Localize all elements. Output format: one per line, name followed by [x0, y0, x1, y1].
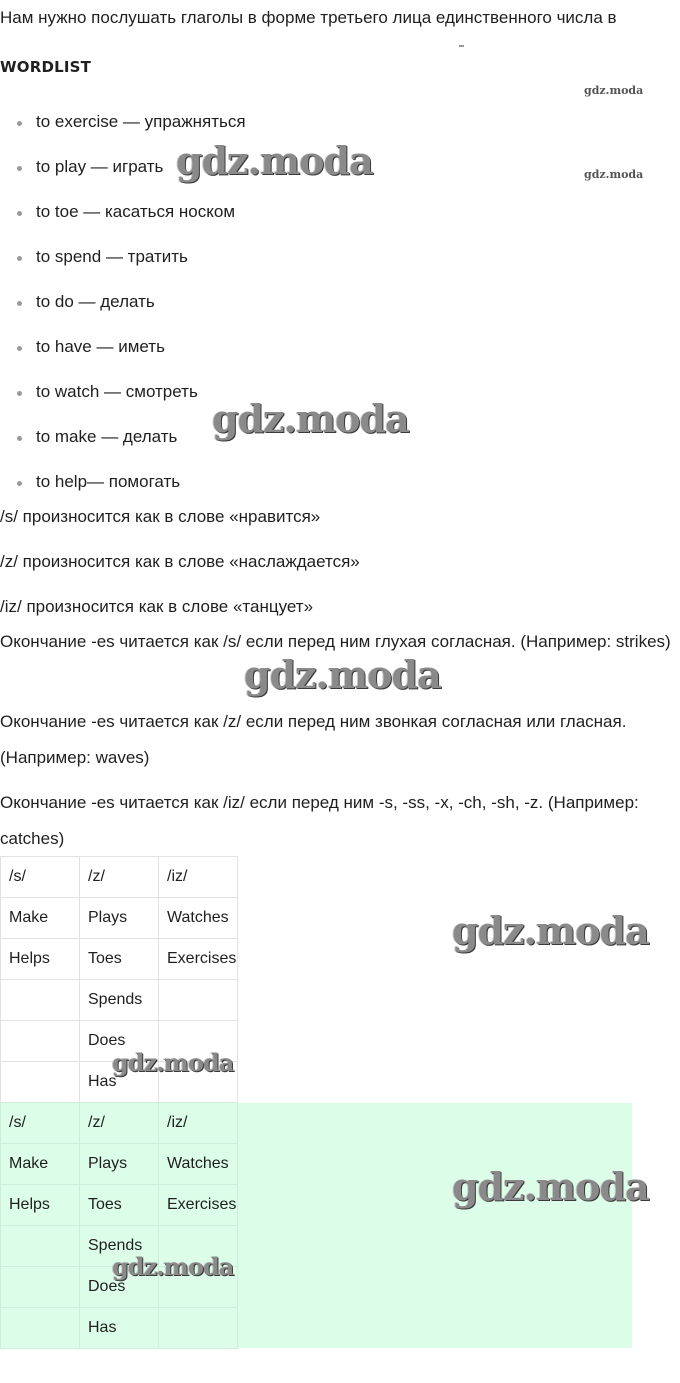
rule-paragraph: Окончание -es читается как /s/ если перед ним глухая согласная. (Например: strikes) — [0, 632, 671, 651]
pronunciation-note: /s/ произносится как в слове «нравится» — [0, 507, 321, 526]
wordlist-item: to make — делать — [36, 427, 178, 446]
wordlist-item: to toe — касаться носком — [36, 202, 236, 221]
table-cell: Has — [80, 1308, 159, 1349]
wordlist-item: to help— помогать — [36, 472, 181, 491]
table-cell — [1, 1226, 80, 1267]
table-row — [1, 1021, 238, 1062]
table-row — [1, 939, 238, 980]
table-cell — [159, 1021, 238, 1062]
watermark: gdz.moda — [244, 652, 441, 697]
wordlist-item: to exercise — упражняться — [36, 112, 246, 131]
table-cell: /s/ — [1, 857, 80, 898]
table-cell — [1, 1062, 80, 1103]
watermark-small: gdz.moda — [584, 168, 644, 181]
table-cell: Make — [1, 1144, 80, 1185]
endings-table — [0, 856, 238, 1103]
bullet-icon — [17, 346, 22, 351]
bullet-icon — [17, 391, 22, 396]
wordlist-item: to play — играть — [36, 157, 164, 176]
decorative-tick — [459, 45, 464, 47]
table-cell: /z/ — [80, 857, 159, 898]
endings-table-highlighted — [0, 1102, 238, 1349]
table-cell: Make — [1, 898, 80, 939]
watermark-small: gdz.moda — [584, 84, 644, 97]
watermark: gdz.moda — [212, 396, 409, 441]
table-cell — [159, 1062, 238, 1103]
wordlist-item: to have — иметь — [36, 337, 165, 356]
table-cell: /z/ — [80, 1103, 159, 1144]
watermark: gdz.moda — [112, 1252, 234, 1281]
rule-paragraph: Окончание -es читается как /z/ если перед ним звонкая согласная или гласная. (Например: waves) — [0, 712, 627, 767]
watermark: gdz.moda — [176, 138, 373, 183]
wordlist-item: to spend — тратить — [36, 247, 188, 266]
table-cell — [159, 1267, 238, 1308]
table-cell — [1, 1021, 80, 1062]
table-cell: Toes — [80, 1185, 159, 1226]
table-cell: Spends — [80, 980, 159, 1021]
table-row — [1, 1267, 238, 1308]
bullet-icon — [17, 121, 22, 126]
watermark: gdz.moda — [452, 908, 649, 953]
bullet-icon — [17, 481, 22, 486]
table-cell: Has — [80, 1062, 159, 1103]
table-cell: Watches — [159, 898, 238, 939]
pronunciation-note: /iz/ произносится как в слове «танцует» — [0, 597, 314, 616]
intro-text: Нам нужно послушать глаголы в форме третьего лица единственного числа в — [0, 8, 617, 27]
table-row — [1, 1144, 238, 1185]
pronunciation-note: /z/ произносится как в слове «наслаждается» — [0, 552, 360, 571]
wordlist-heading: WORDLIST — [0, 58, 92, 76]
rule-paragraph: Окончание -es читается как /iz/ если перед ним -s, -ss, -x, -ch, -sh, -z. (Например: catches) — [0, 793, 639, 848]
table-cell: Toes — [80, 939, 159, 980]
table-cell: /s/ — [1, 1103, 80, 1144]
table-cell: Plays — [80, 1144, 159, 1185]
table-row — [1, 1185, 238, 1226]
table-row — [1, 1308, 238, 1349]
table-row — [1, 1062, 238, 1103]
table-cell: Spends — [80, 1226, 159, 1267]
table-cell: Does — [80, 1021, 159, 1062]
table-cell — [159, 1226, 238, 1267]
table-cell: Does — [80, 1267, 159, 1308]
table-cell — [1, 980, 80, 1021]
table-row — [1, 980, 238, 1021]
table-cell — [159, 980, 238, 1021]
bullet-icon — [17, 166, 22, 171]
table-cell — [1, 1308, 80, 1349]
watermark: gdz.moda — [112, 1048, 234, 1077]
table-cell: /iz/ — [159, 1103, 238, 1144]
table-cell — [1, 1267, 80, 1308]
wordlist-item: to do — делать — [36, 292, 155, 311]
table-cell: Exercises — [159, 1185, 238, 1226]
table-row — [1, 898, 238, 939]
table-row — [1, 1226, 238, 1267]
watermark: gdz.moda — [452, 1164, 649, 1209]
table-row — [1, 857, 238, 898]
table-cell: Exercises — [159, 939, 238, 980]
table-cell: Watches — [159, 1144, 238, 1185]
table-cell: Helps — [1, 1185, 80, 1226]
table-cell — [159, 1308, 238, 1349]
table-cell: Helps — [1, 939, 80, 980]
bullet-icon — [17, 436, 22, 441]
bullet-icon — [17, 211, 22, 216]
wordlist-item: to watch — смотреть — [36, 382, 198, 401]
table-cell: Plays — [80, 898, 159, 939]
table-row — [1, 1103, 238, 1144]
table-cell: /iz/ — [159, 857, 238, 898]
bullet-icon — [17, 256, 22, 261]
bullet-icon — [17, 301, 22, 306]
